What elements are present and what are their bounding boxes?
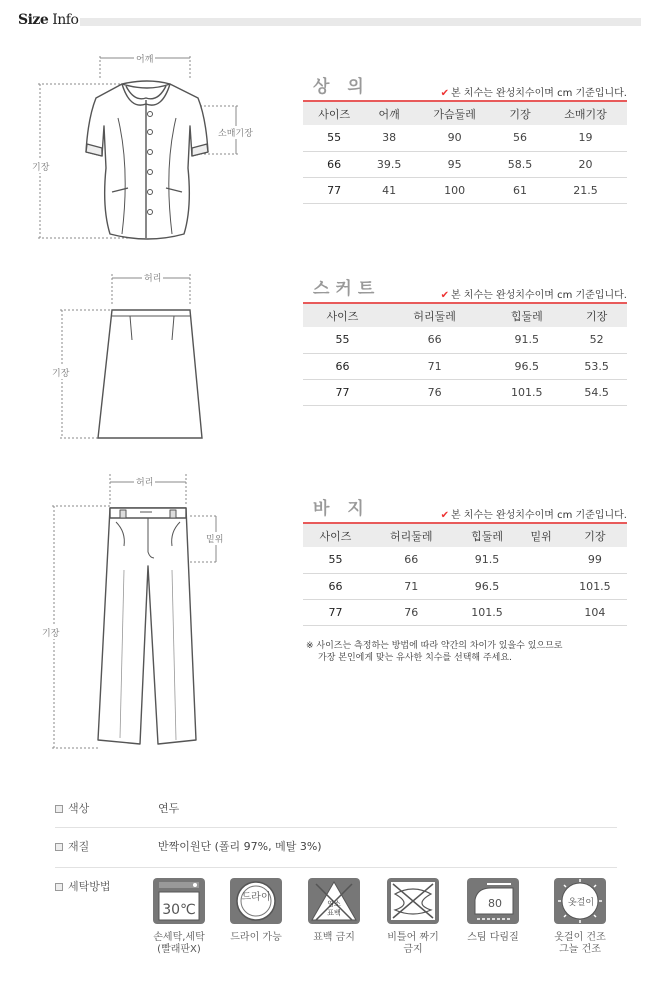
svg-text:표백: 표백 [327,909,341,917]
material-key: 재질 [55,838,89,854]
table-cell: 21.5 [544,177,627,203]
table-cell [520,599,563,625]
column-header: 어깨 [365,102,413,125]
column-header: 소매기장 [544,102,627,125]
table-cell: 77 [303,599,368,625]
handwash-30-icon [151,876,207,926]
svg-text:30℃: 30℃ [162,902,196,918]
column-header: 기장 [563,524,627,547]
column-header: 기장 [496,102,544,125]
care-label: 옷걸이 건조 그늘 건조 [554,932,606,955]
table-cell: 53.5 [566,353,627,379]
color-row [55,800,617,828]
table-cell: 77 [303,379,382,405]
steam-iron-icon [465,876,521,926]
column-header: 허리둘레 [382,304,487,327]
table-cell: 101.5 [455,599,520,625]
care-item-steam-iron [460,876,526,944]
check-icon: ✔ [440,510,449,521]
table-cell: 90 [413,125,496,151]
svg-text:옷걸이: 옷걸이 [567,898,595,908]
table-cell: 61 [496,177,544,203]
table-cell: 66 [303,573,368,599]
table-cell: 20 [544,151,627,177]
column-header: 가슴둘레 [413,102,496,125]
table-cell: 52 [566,327,627,353]
page-header [18,10,641,32]
skirt-waist-label: 허리 [142,271,163,284]
pants-figure [40,470,260,755]
table-cell: 91.5 [455,547,520,573]
bullet-icon [55,883,63,891]
table-row [303,353,627,379]
table-row [303,125,627,151]
table-cell [520,573,563,599]
top-garment-figure [30,48,280,248]
column-header: 힙둘레 [455,524,520,547]
table-cell: 39.5 [365,151,413,177]
skirt-size-section [303,274,627,414]
material-row [55,838,617,868]
table-cell: 76 [382,379,487,405]
table-cell: 96.5 [487,353,566,379]
care-item-no-wring [380,876,446,956]
table-cell: 101.5 [487,379,566,405]
size-info-logo: Size Info [18,12,79,28]
pants-section-title: 바 지 [313,499,370,519]
care-label: 스팀 다림질 [467,932,519,943]
no-bleach-icon [306,876,362,926]
bullet-icon [55,843,63,851]
svg-text:염소: 염소 [327,900,341,908]
table-row [303,151,627,177]
care-label: 비틀어 짜기 금지 [387,932,439,955]
column-header: 기장 [566,304,627,327]
size-footnote: ※ 사이즈는 측정하는 방법에 따라 약간의 차이가 있을수 있으므로 가장 본인에게 맞는 유사한 치수를 선택해 주세요. [306,641,563,663]
skirt-section-title: 스커트 [313,279,381,299]
color-value: 연두 [158,802,180,815]
pants-size-section [303,494,627,634]
care-key: 세탁방법 [55,878,111,894]
table-cell: 38 [365,125,413,151]
table-cell: 19 [544,125,627,151]
skirt-size-table [303,304,627,406]
table-cell: 91.5 [487,327,566,353]
pants-waist-label: 허리 [134,475,155,488]
top-length-label: 기장 [30,160,51,173]
color-key: 색상 [55,800,89,816]
table-cell: 58.5 [496,151,544,177]
column-header: 사이즈 [303,304,382,327]
shoulder-label: 어깨 [134,52,155,65]
table-row [303,599,627,625]
top-section-title: 상 의 [313,77,370,97]
measurement-note: ✔ 본 치수는 완성치수이며 cm 기준입니다. [440,290,627,301]
table-cell: 66 [382,327,487,353]
table-cell: 101.5 [563,573,627,599]
care-item-handwash [146,876,212,956]
table-row [303,177,627,203]
table-cell: 54.5 [566,379,627,405]
header-divider [80,18,641,26]
check-icon: ✔ [440,88,449,99]
measurement-note: ✔ 본 치수는 완성치수이며 cm 기준입니다. [440,510,627,521]
care-label: 드라이 가능 [230,932,282,943]
table-cell: 66 [303,151,365,177]
top-size-table [303,102,627,204]
table-cell: 66 [303,353,382,379]
column-header: 사이즈 [303,102,365,125]
table-cell: 55 [303,125,365,151]
table-cell: 100 [413,177,496,203]
table-cell: 76 [368,599,455,625]
table-cell [520,547,563,573]
column-header: 밑위 [520,524,563,547]
material-value: 반짝이원단 (폴리 97%, 메탈 3%) [158,840,322,853]
pants-rise-label: 밑위 [204,532,225,545]
hang-dry-icon [552,876,608,926]
table-header-row [303,102,627,125]
care-label: 표백 금지 [313,932,355,943]
table-cell: 99 [563,547,627,573]
table-cell: 56 [496,125,544,151]
check-icon: ✔ [440,290,449,301]
table-row [303,327,627,353]
table-row [303,573,627,599]
sleeve-length-label: 소매기장 [216,126,255,139]
bullet-icon [55,805,63,813]
table-header-row [303,304,627,327]
column-header: 허리둘레 [368,524,455,547]
column-header: 사이즈 [303,524,368,547]
table-row [303,379,627,405]
table-cell: 66 [368,547,455,573]
table-row [303,547,627,573]
table-cell: 71 [368,573,455,599]
dryclean-icon [228,876,284,926]
table-cell: 55 [303,327,382,353]
care-item-dryclean [223,876,289,944]
svg-text:80: 80 [488,897,502,910]
table-cell: 104 [563,599,627,625]
table-cell: 95 [413,151,496,177]
care-label: 손세탁,세탁 (빨래판X) [153,932,205,955]
pants-length-label: 기장 [40,626,61,639]
pants-size-table [303,524,627,626]
measurement-note: ✔ 본 치수는 완성치수이며 cm 기준입니다. [440,88,627,99]
table-cell: 55 [303,547,368,573]
table-cell: 96.5 [455,573,520,599]
skirt-figure [50,270,210,445]
table-header-row [303,524,627,547]
svg-text:드라이: 드라이 [241,892,271,903]
no-wring-icon [385,876,441,926]
table-cell: 41 [365,177,413,203]
column-header: 힙둘레 [487,304,566,327]
skirt-length-label: 기장 [50,366,71,379]
care-item-hang-dry [547,876,613,956]
table-cell: 77 [303,177,365,203]
care-item-no-bleach [301,876,367,944]
top-size-section [303,72,627,212]
table-cell: 71 [382,353,487,379]
reference-mark: ※ [306,641,314,651]
